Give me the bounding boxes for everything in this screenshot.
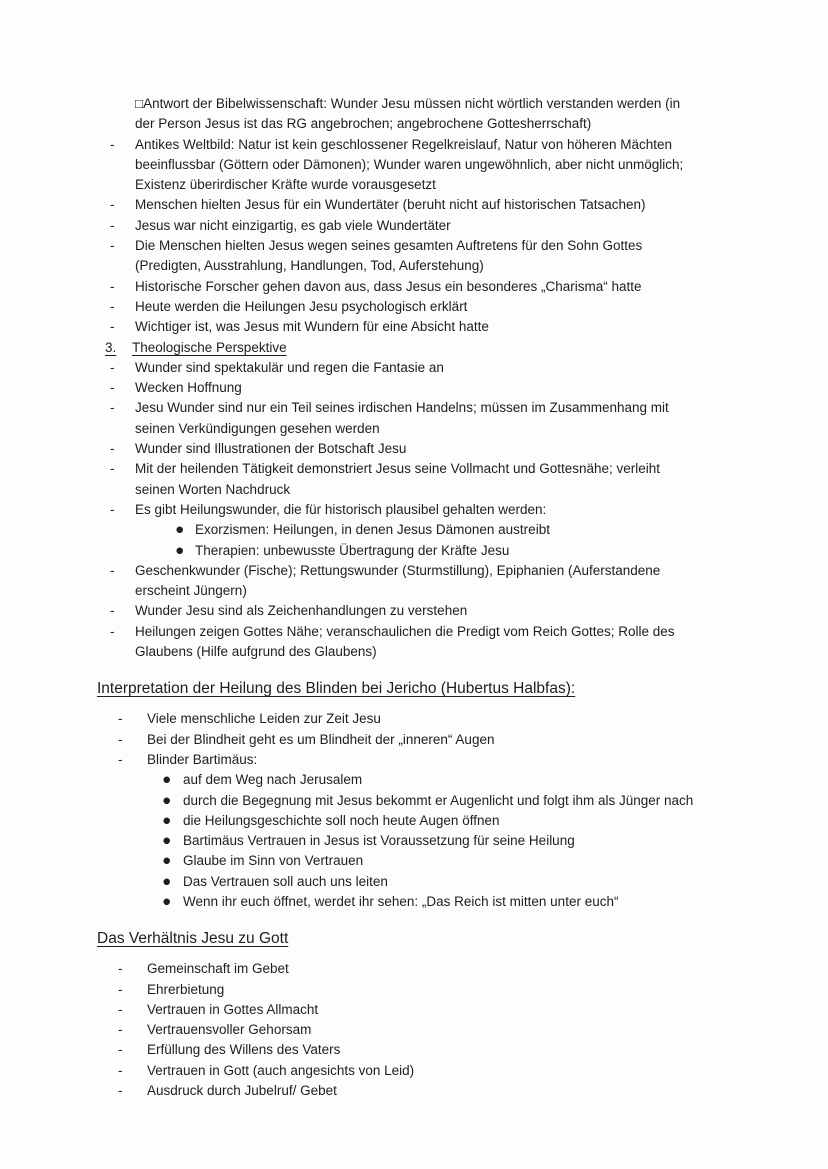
dash-list-item	[97, 195, 733, 215]
text-line: Bartimäus Vertrauen in Jesus ist Voraussetzung für seine Heilung	[183, 833, 575, 849]
dash-list-item	[97, 980, 733, 1000]
dash-marker: -	[110, 298, 115, 314]
dash-list-item	[97, 561, 733, 602]
dash-marker: -	[118, 711, 123, 727]
text-line: beeinflussbar (Göttern oder Dämonen); Wunder waren ungewöhnlich, aber nicht unmöglich;	[135, 156, 684, 172]
text-line: Bei der Blindheit geht es um Blindheit der „inneren“ Augen	[147, 731, 495, 747]
dash-marker: -	[110, 400, 115, 416]
bullet-marker: ●	[163, 876, 171, 887]
text-line: Heilungen zeigen Gottes Nähe; veranschaulichen die Predigt vom Reich Gottes; Rolle des	[135, 623, 675, 639]
dash-list-item	[97, 959, 733, 979]
dash-list-item	[97, 1061, 733, 1081]
dash-marker: -	[118, 1062, 123, 1078]
text-line: durch die Begegnung mit Jesus bekommt er Augenlicht und folgt ihm als Jünger nach	[183, 792, 694, 808]
paragraph	[97, 94, 733, 135]
dash-marker: -	[118, 1022, 123, 1038]
text-line: Wunder sind Illustrationen der Botschaft Jesu	[135, 441, 407, 457]
dash-marker: -	[110, 501, 115, 517]
bullet-list-item	[97, 520, 733, 540]
text-line: Exorzismen: Heilungen, in denen Jesus Dämonen austreibt	[195, 522, 550, 538]
text-line: der Person Jesus ist das RG angebrochen; angebrochene Gottesherrschaft)	[135, 116, 592, 132]
dash-list-item	[97, 1000, 733, 1020]
dash-marker: -	[110, 136, 115, 152]
text-line: Erfüllung des Willens des Vaters	[147, 1042, 341, 1058]
dash-list-item	[97, 439, 733, 459]
document-section	[97, 678, 733, 912]
dash-marker: -	[118, 1001, 123, 1017]
dash-list-item	[97, 601, 733, 621]
dash-marker: -	[110, 380, 115, 396]
text-line: Wichtiger ist, was Jesus mit Wundern für eine Absicht hatte	[135, 319, 489, 335]
text-line: Mit der heilenden Tätigkeit demonstriert Jesus seine Vollmacht und Gottesnähe; verleiht	[135, 461, 661, 477]
dash-list-item	[97, 1081, 733, 1101]
document-content	[97, 94, 733, 1101]
dash-marker: -	[110, 278, 115, 294]
text-line: Wecken Hoffnung	[135, 380, 242, 396]
text-line: erscheint Jüngern)	[135, 583, 247, 599]
dash-marker: -	[110, 461, 115, 477]
dash-marker: -	[110, 217, 115, 233]
dash-list-item	[97, 277, 733, 297]
text-line: Vertrauen in Gottes Allmacht	[147, 1001, 319, 1017]
dash-list-item	[97, 459, 733, 500]
text-line: Antikes Weltbild: Natur ist kein geschlossener Regelkreislauf, Natur von höheren Mächten	[135, 136, 673, 152]
text-line: Heute werden die Heilungen Jesu psychologisch erklärt	[135, 298, 468, 314]
text-line: Das Vertrauen soll auch uns leiten	[183, 873, 388, 889]
dash-marker: -	[118, 981, 123, 997]
dash-list-item	[97, 378, 733, 398]
document-section	[97, 94, 733, 662]
dash-list-item	[97, 1040, 733, 1060]
dash-list-item	[97, 297, 733, 317]
text-line: □Antwort der Bibelwissenschaft: Wunder Jesu müssen nicht wörtlich verstanden werden (in	[135, 96, 681, 111]
numbered-list-item	[97, 338, 733, 358]
text-line: Ehrerbietung	[147, 981, 225, 997]
dash-list-item	[97, 236, 733, 277]
dash-list-item	[97, 317, 733, 337]
text-line: Wenn ihr euch öffnet, werdet ihr sehen: „Das Reich ist mitten unter euch“	[183, 893, 619, 909]
text-line: (Predigten, Ausstrahlung, Handlungen, Tod, Auferstehung)	[135, 258, 484, 274]
text-line: Therapien: unbewusste Übertragung der Kräfte Jesu	[195, 542, 510, 558]
text-line: Historische Forscher gehen davon aus, dass Jesus ein besonderes „Charisma“ hatte	[135, 278, 642, 294]
text-line: seinen Verkündigungen gesehen werden	[135, 420, 380, 436]
dash-marker: -	[118, 751, 123, 767]
dash-list-item	[97, 500, 733, 520]
text-line: Jesu Wunder sind nur ein Teil seines irdischen Handelns; müssen im Zusammenhang mit	[135, 400, 669, 416]
section-heading: Interpretation der Heilung des Blinden bei Jericho (Hubertus Halbfas):	[97, 680, 576, 698]
dash-list-item	[97, 135, 733, 196]
dash-marker: -	[118, 1042, 123, 1058]
bullet-marker: ●	[163, 815, 171, 826]
dash-list-item	[97, 216, 733, 236]
text-line: seinen Worten Nachdruck	[135, 481, 291, 497]
dash-marker: -	[110, 359, 115, 375]
text-line: Theologische Perspektive	[132, 339, 287, 355]
bullet-list-item	[97, 831, 733, 851]
dash-list-item	[97, 750, 733, 770]
section-heading: Das Verhältnis Jesu zu Gott	[97, 930, 289, 948]
dash-marker: -	[110, 441, 115, 457]
text-line: Die Menschen hielten Jesus wegen seines gesamten Auftretens für den Sohn Gottes	[135, 238, 643, 254]
dash-marker: -	[110, 197, 115, 213]
text-line: Menschen hielten Jesus für ein Wundertäter (beruht nicht auf historischen Tatsachen)	[135, 197, 646, 213]
dash-marker: -	[118, 731, 123, 747]
text-line: die Heilungsgeschichte soll noch heute Augen öffnen	[183, 812, 500, 828]
dash-list-item	[97, 622, 733, 663]
dash-marker: -	[110, 238, 115, 254]
text-line: Glaubens (Hilfe aufgrund des Glaubens)	[135, 644, 377, 660]
document-section	[97, 928, 733, 1101]
text-line: Wunder Jesu sind als Zeichenhandlungen zu verstehen	[135, 603, 468, 619]
bullet-marker: ●	[163, 896, 171, 907]
bullet-marker: ●	[163, 795, 171, 806]
text-line: Blinder Bartimäus:	[147, 751, 258, 767]
bullet-list-item	[97, 791, 733, 811]
bullet-list-item	[97, 811, 733, 831]
text-line: Viele menschliche Leiden zur Zeit Jesu	[147, 711, 381, 727]
text-line: Vertrauen in Gott (auch angesichts von Leid)	[147, 1062, 415, 1078]
text-line: auf dem Weg nach Jerusalem	[183, 772, 363, 788]
dash-list-item	[97, 398, 733, 439]
number-marker: 3.	[105, 339, 117, 355]
text-line: Geschenkwunder (Fische); Rettungswunder (Sturmstillung), Epiphanien (Auferstandene	[135, 562, 661, 578]
dash-list-item	[97, 1020, 733, 1040]
text-line: Existenz überirdischer Kräfte wurde vorausgesetzt	[135, 177, 436, 193]
bullet-marker: ●	[163, 775, 171, 786]
bullet-list-item	[97, 541, 733, 561]
bullet-list-item	[97, 872, 733, 892]
bullet-marker: ●	[163, 836, 171, 847]
dash-marker: -	[118, 1083, 123, 1099]
text-line: Ausdruck durch Jubelruf/ Gebet	[147, 1083, 337, 1099]
text-line: Vertrauensvoller Gehorsam	[147, 1022, 312, 1038]
text-line: Gemeinschaft im Gebet	[147, 961, 289, 977]
text-line: Jesus war nicht einzigartig, es gab viele Wundertäter	[135, 217, 451, 233]
text-line: Wunder sind spektakulär und regen die Fantasie an	[135, 359, 444, 375]
dash-marker: -	[110, 319, 115, 335]
bullet-list-item	[97, 892, 733, 912]
dash-marker: -	[110, 562, 115, 578]
dash-marker: -	[110, 623, 115, 639]
bullet-marker: ●	[163, 856, 171, 867]
dash-list-item	[97, 709, 733, 729]
dash-list-item	[97, 358, 733, 378]
bullet-marker: ●	[176, 545, 184, 556]
bullet-marker: ●	[176, 525, 184, 536]
dash-marker: -	[110, 603, 115, 619]
bullet-list-item	[97, 770, 733, 790]
dash-marker: -	[118, 961, 123, 977]
text-line: Es gibt Heilungswunder, die für historisch plausibel gehalten werden:	[135, 501, 547, 517]
text-line: Glaube im Sinn von Vertrauen	[183, 853, 364, 869]
bullet-list-item	[97, 851, 733, 871]
dash-list-item	[97, 730, 733, 750]
